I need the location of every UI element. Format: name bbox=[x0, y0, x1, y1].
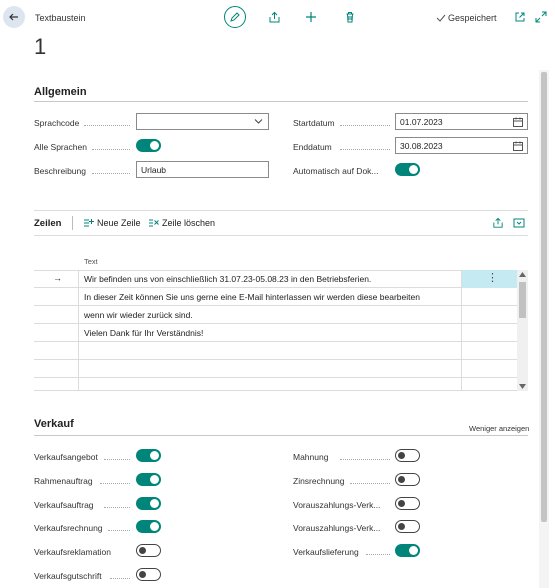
expand-button[interactable] bbox=[534, 10, 548, 24]
arrow-left-icon bbox=[8, 11, 20, 23]
verkaufsgutschrift-label: Verkaufsgutschrift bbox=[34, 571, 102, 581]
share-icon bbox=[268, 11, 281, 24]
sprachcode-label: Sprachcode bbox=[34, 118, 80, 128]
section-title-general[interactable]: Allgemein bbox=[34, 86, 87, 98]
verkaufslieferung-label: Verkaufslieferung bbox=[293, 547, 359, 557]
scroll-up-arrow-icon[interactable] bbox=[519, 272, 526, 277]
row-actions-cell[interactable] bbox=[461, 306, 518, 324]
verkaufsauftrag-toggle[interactable] bbox=[136, 497, 161, 510]
row-actions-cell[interactable] bbox=[461, 342, 518, 360]
text-cell[interactable]: wenn wir wieder zurück sind. bbox=[84, 310, 193, 320]
row-selector[interactable] bbox=[34, 306, 79, 324]
table-row[interactable] bbox=[34, 360, 518, 378]
vorauszahlungs-verkaufsrechnung-label: Vorauszahlungs-Verk... bbox=[293, 500, 381, 510]
delete-line-button[interactable] bbox=[148, 218, 215, 228]
delete-line-icon bbox=[148, 218, 159, 228]
text-cell[interactable]: Wir befinden uns von einschließlich 31.07.23-05.08.23 in den Betriebsferien. bbox=[84, 274, 372, 284]
row-actions-cell[interactable] bbox=[461, 378, 518, 391]
alle-sprachen-label: Alle Sprachen bbox=[34, 142, 87, 152]
plus-icon bbox=[305, 11, 317, 23]
dotted-leader bbox=[104, 459, 130, 460]
table-row[interactable] bbox=[34, 270, 518, 288]
dotted-leader bbox=[84, 125, 130, 126]
row-selector[interactable] bbox=[34, 324, 79, 342]
dotted-leader bbox=[108, 530, 130, 531]
text-cell[interactable]: Vielen Dank für Ihr Verständnis! bbox=[84, 328, 204, 338]
automatisch-toggle[interactable] bbox=[395, 163, 420, 176]
startdatum-label: Startdatum bbox=[293, 118, 335, 128]
text-cell[interactable] bbox=[80, 378, 461, 391]
table-row[interactable] bbox=[34, 324, 518, 342]
lines-scrollbar-thumb[interactable] bbox=[519, 282, 526, 318]
row-actions-cell[interactable] bbox=[461, 360, 518, 378]
dotted-leader bbox=[350, 483, 390, 484]
column-header-text[interactable]: Text bbox=[84, 257, 98, 266]
trash-icon bbox=[344, 11, 356, 23]
new-line-button[interactable] bbox=[83, 218, 141, 228]
row-selector[interactable] bbox=[34, 288, 79, 306]
zinsrechnung-toggle[interactable] bbox=[395, 473, 420, 486]
calendar-icon[interactable] bbox=[513, 117, 523, 127]
section-divider bbox=[34, 101, 528, 102]
dotted-leader bbox=[100, 483, 130, 484]
row-selector[interactable] bbox=[34, 342, 79, 360]
sprachcode-dropdown[interactable] bbox=[136, 113, 269, 130]
lines-focus-button[interactable] bbox=[512, 216, 526, 230]
toolbar-divider bbox=[72, 216, 73, 230]
new-line-icon bbox=[83, 218, 94, 228]
row-marker-arrow-icon: → bbox=[53, 273, 62, 283]
lines-separator bbox=[34, 210, 528, 211]
pencil-icon bbox=[229, 11, 241, 23]
section-divider bbox=[34, 435, 528, 436]
dotted-leader bbox=[340, 125, 390, 126]
dotted-leader bbox=[104, 507, 130, 508]
row-actions-cell[interactable] bbox=[461, 270, 518, 288]
saved-status bbox=[436, 13, 497, 23]
more-options-icon[interactable]: ⋮ bbox=[487, 272, 498, 284]
row-selector[interactable] bbox=[34, 270, 79, 288]
scroll-down-arrow-icon[interactable] bbox=[519, 384, 526, 389]
mahnung-toggle[interactable] bbox=[395, 449, 420, 462]
dotted-leader bbox=[92, 173, 130, 174]
vorauszahlungs-verkaufsgutschrift-toggle[interactable] bbox=[395, 520, 420, 533]
enddatum-value: 30.08.2023 bbox=[400, 141, 443, 151]
verkaufsangebot-label: Verkaufsangebot bbox=[34, 452, 98, 462]
automatisch-label: Automatisch auf Dok... bbox=[293, 166, 379, 176]
vorauszahlungs-verkaufsgutschrift-label: Vorauszahlungs-Verk... bbox=[293, 523, 381, 533]
open-in-new-window-icon bbox=[514, 11, 526, 23]
delete-button[interactable] bbox=[342, 9, 358, 25]
enddatum-label: Enddatum bbox=[293, 142, 332, 152]
lines-toolbar-divider bbox=[34, 235, 528, 236]
verkaufsreklamation-label: Verkaufsreklamation bbox=[34, 547, 112, 557]
alle-sprachen-toggle[interactable] bbox=[136, 139, 161, 152]
verkaufsreklamation-toggle[interactable] bbox=[136, 544, 161, 557]
startdatum-input[interactable] bbox=[395, 113, 528, 130]
table-row[interactable] bbox=[34, 378, 518, 391]
row-selector[interactable] bbox=[34, 360, 79, 378]
dotted-leader bbox=[340, 459, 390, 460]
share-icon bbox=[492, 217, 504, 229]
mahnung-label: Mahnung bbox=[293, 452, 329, 462]
vorauszahlungs-verkaufsrechnung-toggle[interactable] bbox=[395, 497, 420, 510]
zinsrechnung-label: Zinsrechnung bbox=[293, 476, 345, 486]
back-button[interactable] bbox=[3, 6, 25, 28]
lines-title[interactable]: Zeilen bbox=[34, 218, 62, 229]
new-button[interactable] bbox=[303, 9, 319, 25]
table-row[interactable] bbox=[34, 342, 518, 360]
page-caption: Textbaustein bbox=[35, 13, 86, 23]
row-actions-cell[interactable] bbox=[461, 324, 518, 342]
page-scrollbar-thumb[interactable] bbox=[541, 72, 547, 522]
beschreibung-label: Beschreibung bbox=[34, 166, 86, 176]
saved-label: Gespeichert bbox=[448, 13, 497, 23]
row-actions-cell[interactable] bbox=[461, 288, 518, 306]
row-selector[interactable] bbox=[34, 378, 79, 391]
verkaufsangebot-toggle[interactable] bbox=[136, 449, 161, 462]
dotted-leader bbox=[92, 149, 130, 150]
share-button[interactable] bbox=[266, 9, 282, 25]
calendar-icon[interactable] bbox=[513, 141, 523, 151]
dotted-leader bbox=[110, 578, 130, 579]
edit-button[interactable] bbox=[224, 6, 246, 28]
enddatum-input[interactable] bbox=[395, 137, 528, 154]
verkaufsrechnung-toggle[interactable] bbox=[136, 520, 161, 533]
open-in-new-window-button[interactable] bbox=[513, 10, 527, 24]
verkaufsrechnung-label: Verkaufsrechnung bbox=[34, 523, 103, 533]
focus-mode-icon bbox=[513, 217, 525, 229]
lines-share-button[interactable] bbox=[491, 216, 505, 230]
verkaufsauftrag-label: Verkaufsauftrag bbox=[34, 500, 94, 510]
rahmenauftrag-label: Rahmenauftrag bbox=[34, 476, 93, 486]
verkaufslieferung-toggle[interactable] bbox=[395, 544, 420, 557]
rahmenauftrag-toggle[interactable] bbox=[136, 473, 161, 486]
startdatum-value: 01.07.2023 bbox=[400, 117, 443, 127]
dotted-leader bbox=[340, 149, 390, 150]
chevron-down-icon bbox=[254, 118, 263, 125]
checkmark-icon bbox=[436, 13, 446, 23]
text-cell[interactable] bbox=[80, 360, 461, 378]
show-less-link[interactable]: Weniger anzeigen bbox=[469, 424, 530, 433]
page-title: 1 bbox=[34, 34, 47, 59]
text-cell[interactable]: In dieser Zeit können Sie uns gerne eine E-Mail hinterlassen wir werden diese bearbeiten bbox=[84, 292, 420, 302]
beschreibung-input[interactable]: Urlaub bbox=[136, 161, 269, 178]
expand-icon bbox=[535, 11, 547, 23]
dotted-leader bbox=[366, 554, 390, 555]
new-line-label: Neue Zeile bbox=[97, 218, 141, 228]
table-row[interactable] bbox=[34, 288, 518, 306]
delete-line-label: Zeile löschen bbox=[162, 218, 216, 228]
section-title-sales[interactable]: Verkauf bbox=[34, 418, 74, 430]
text-cell[interactable] bbox=[80, 342, 461, 360]
table-row[interactable] bbox=[34, 306, 518, 324]
verkaufsgutschrift-toggle[interactable] bbox=[136, 568, 161, 581]
